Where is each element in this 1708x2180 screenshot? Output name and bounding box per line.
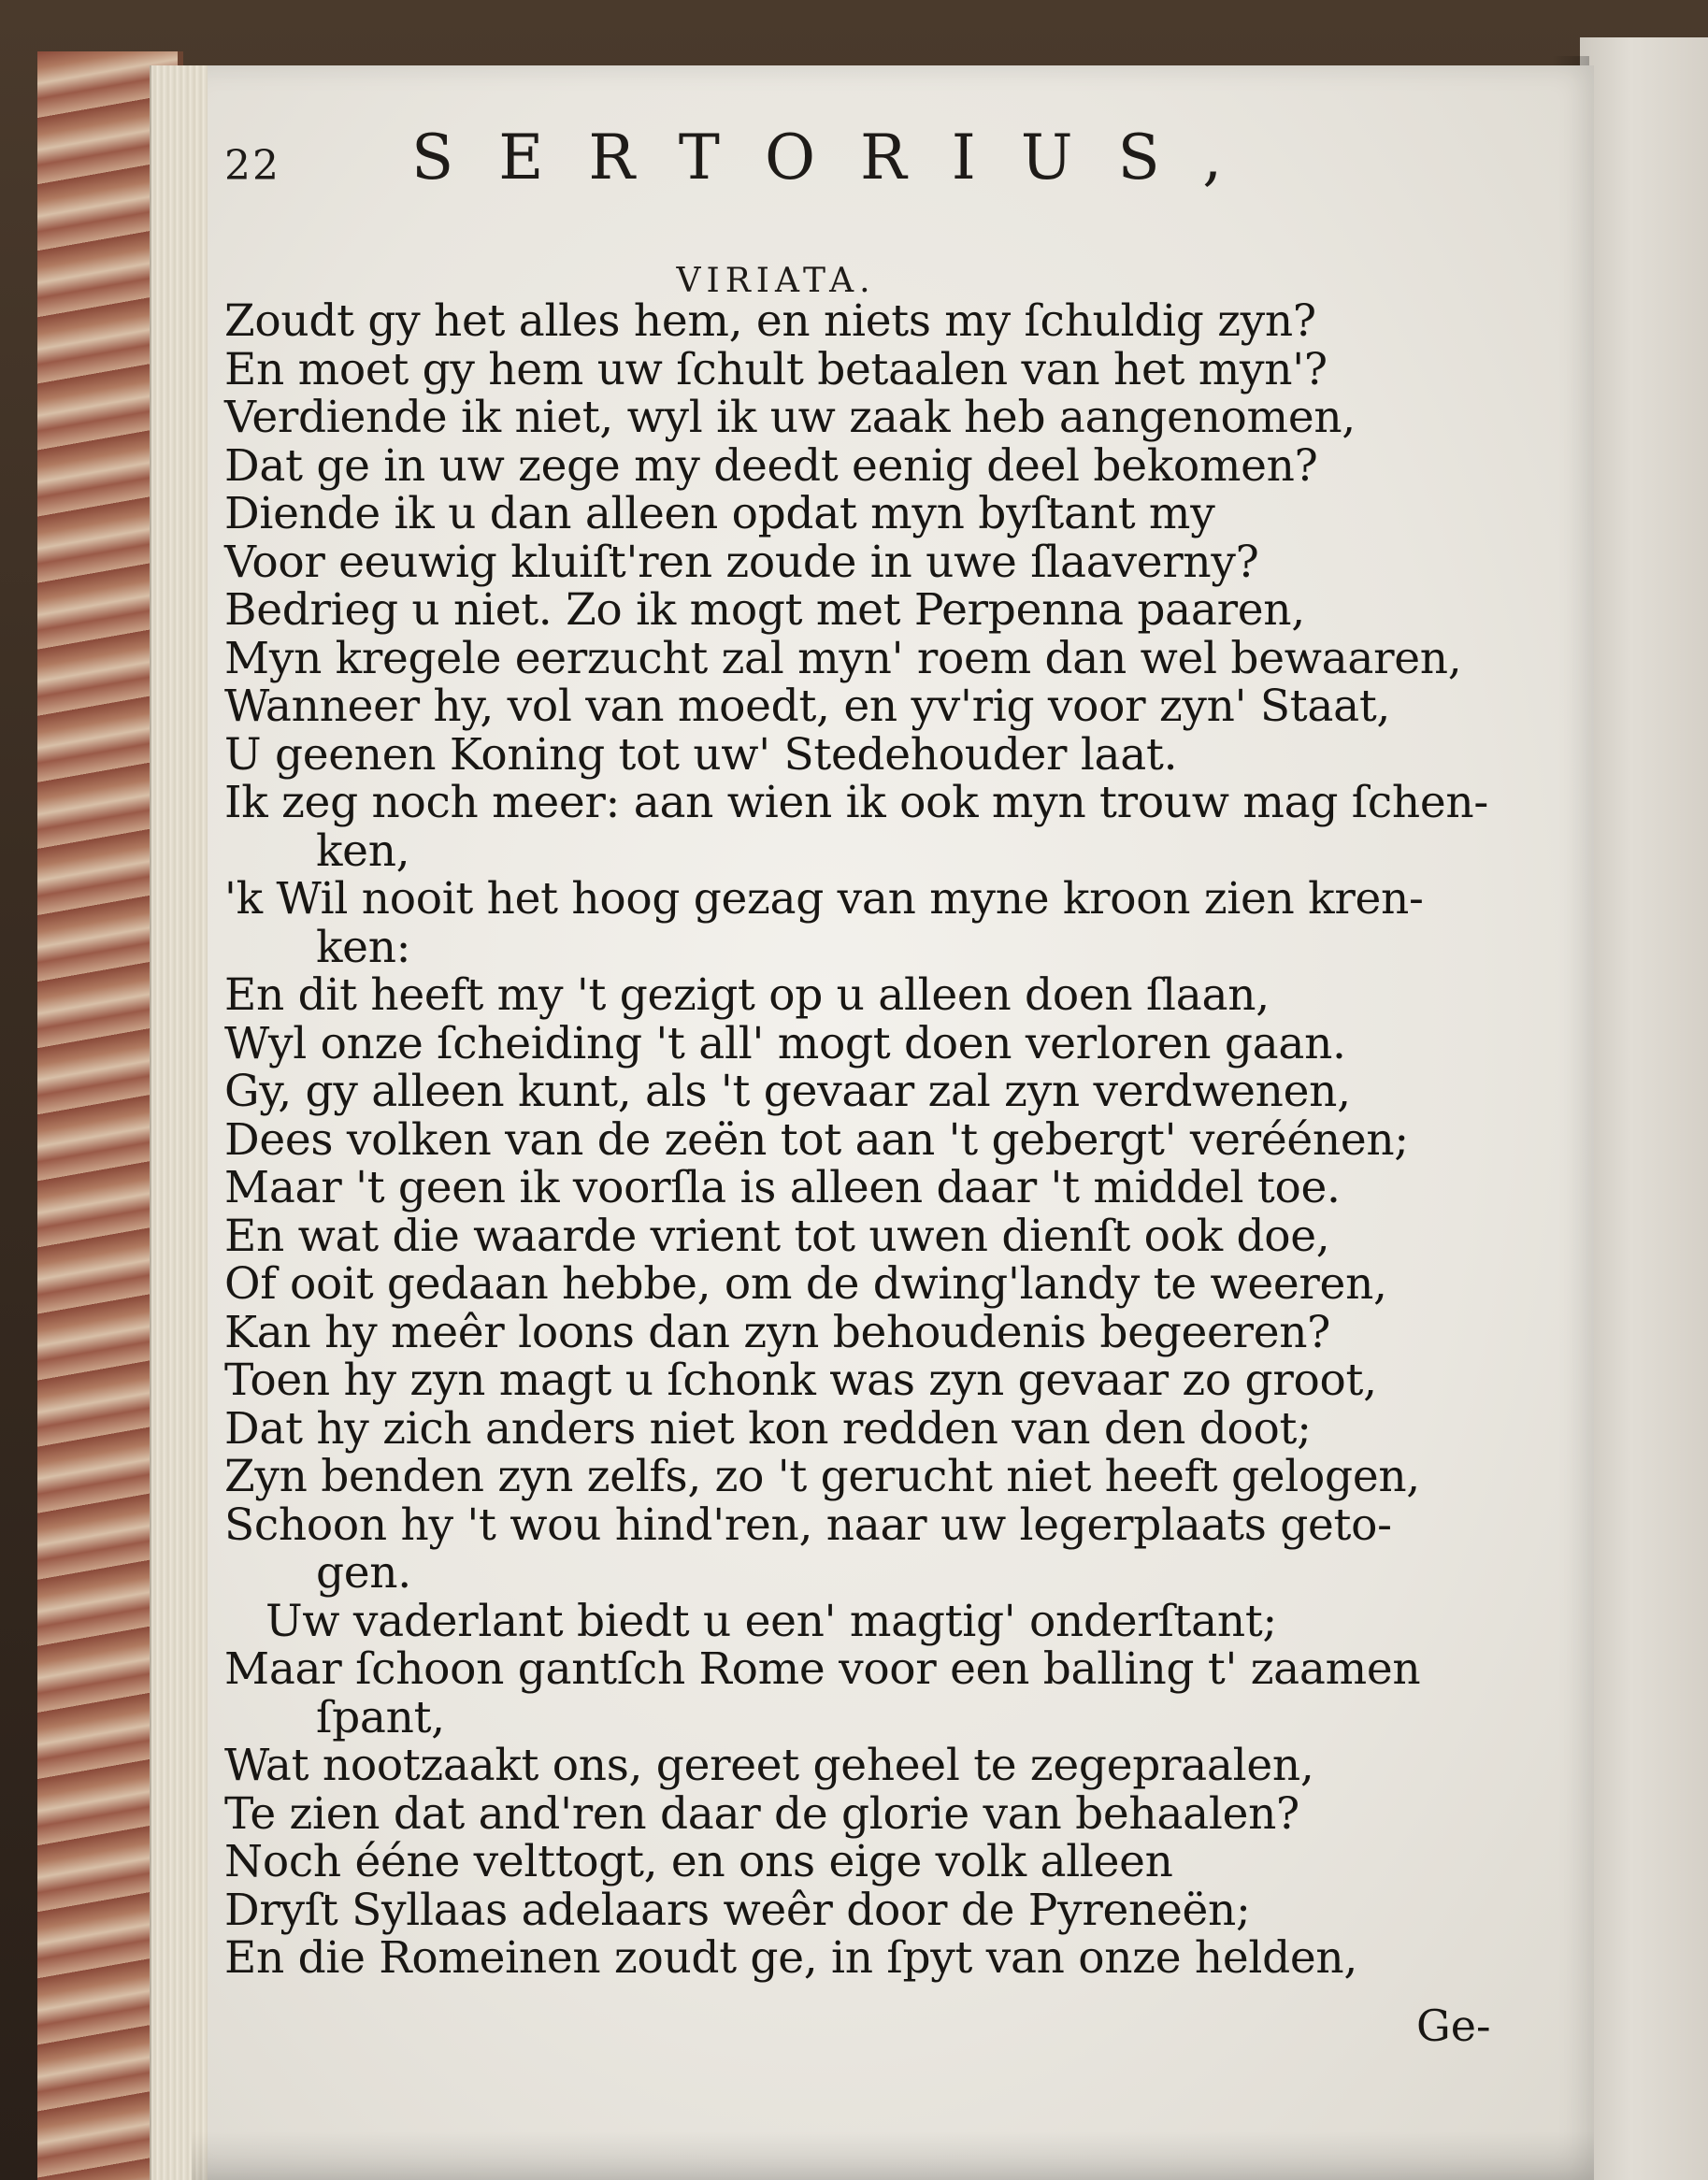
verse-line: Zyn benden zyn zelfs, zo 't gerucht niet heeft gelogen,	[224, 1451, 1420, 1502]
verse-lines	[224, 297, 1496, 1983]
verse-line: Schoon hy 't wou hind'ren, naar uw legerplaats geto-	[224, 1499, 1392, 1551]
verse-line: Wanneer hy, vol van moedt, en yv'rig voor zyn' Staat,	[224, 681, 1391, 732]
verse-line: Maar ſchoon gantſch Rome voor een balling t' zaamen	[224, 1643, 1421, 1695]
verse-line: gen.	[316, 1547, 411, 1599]
verse-line: Dat ge in uw zege my deedt eenig deel bekomen?	[224, 439, 1318, 492]
verse-line: Uw vaderlant biedt u een' magtig' onderſtant;	[266, 1595, 1277, 1647]
verse-line: Gy, gy alleen kunt, als 't gevaar zal zyn verdwenen,	[224, 1066, 1351, 1117]
verse-line: En dit heeft my 't gezigt op u alleen doen ſlaan,	[224, 969, 1270, 1021]
verse-line: Zoudt gy het alles hem, en niets my ſchuldig zyn?	[224, 295, 1316, 347]
verse-line: Bedrieg u niet. Zo ik mogt met Perpenna paaren,	[224, 584, 1305, 636]
page-stack-edge	[150, 65, 208, 2180]
verse-line: Diende ik u dan alleen opdat myn byſtant my	[224, 488, 1215, 539]
verse-line: Maar 't geen ik voorſla is alleen daar 't middel toe.	[224, 1162, 1341, 1213]
verse-line: ken,	[316, 825, 410, 877]
verse-line: Myn kregele eerzucht zal myn' roem dan wel bewaaren,	[224, 632, 1462, 684]
verse-line: Wyl onze ſcheiding 't all' mogt doen verloren gaan.	[224, 1017, 1346, 1069]
verse-line: Kan hy meêr loons dan zyn behoudenis begeeren?	[224, 1306, 1331, 1358]
speaker-name: VIRIATA.	[676, 262, 876, 300]
verse-line: Te zien dat and'ren daar de glorie van behaalen?	[224, 1787, 1299, 1840]
verse-line: Dryſt Syllaas adelaars weêr door de Pyreneën;	[224, 1884, 1251, 1936]
verse-line: En moet gy hem uw ſchult betaalen van het myn'?	[224, 343, 1328, 395]
verse-line: Toen hy zyn magt u ſchonk was zyn gevaar zo groot,	[224, 1355, 1377, 1406]
page-header	[224, 122, 1328, 300]
verse-line: Verdiende ik niet, wyl ik uw zaak heb aangenomen,	[224, 392, 1356, 443]
verse-line: Ik zeg noch meer: aan wien ik ook myn trouw mag ſchen-	[224, 777, 1488, 828]
verse-line: En wat die waarde vrient tot uwen dienſt ook doe,	[224, 1210, 1330, 1262]
verse-line: ken:	[316, 921, 411, 973]
verse-line: Wat nootzaakt ons, gereet geheel te zegepraalen,	[224, 1740, 1314, 1791]
verse-line: Of ooit gedaan hebbe, om de dwing'landy te weeren,	[224, 1258, 1387, 1310]
verse-line: Noch ééne velttogt, en ons eige volk alleen	[224, 1836, 1173, 1887]
bottom-shade	[192, 2131, 1594, 2180]
catchword: Ge-	[1416, 2001, 1491, 2051]
page-number: 22	[224, 142, 280, 190]
verse-text	[224, 297, 1496, 1983]
verse-line: Dat hy zich anders niet kon redden van den doot;	[224, 1402, 1312, 1455]
verse-line: Dees volken van de zeën tot aan 't gebergt' veréénen;	[224, 1113, 1409, 1166]
verse-line: ſpant,	[316, 1691, 445, 1743]
verse-line: Voor eeuwig kluiſt'ren zoude in uwe ſlaaverny?	[224, 536, 1259, 588]
verse-line: 'k Wil nooit het hoog gezag van myne kroon zien kren-	[224, 873, 1424, 925]
verse-line: U geenen Koning tot uw' Stedehouder laat.	[224, 728, 1178, 781]
verse-line: En die Romeinen zoudt ge, in ſpyt van onze helden,	[224, 1932, 1358, 1984]
running-title: SERTORIUS,	[411, 122, 1268, 194]
facing-page	[1580, 37, 1708, 2180]
